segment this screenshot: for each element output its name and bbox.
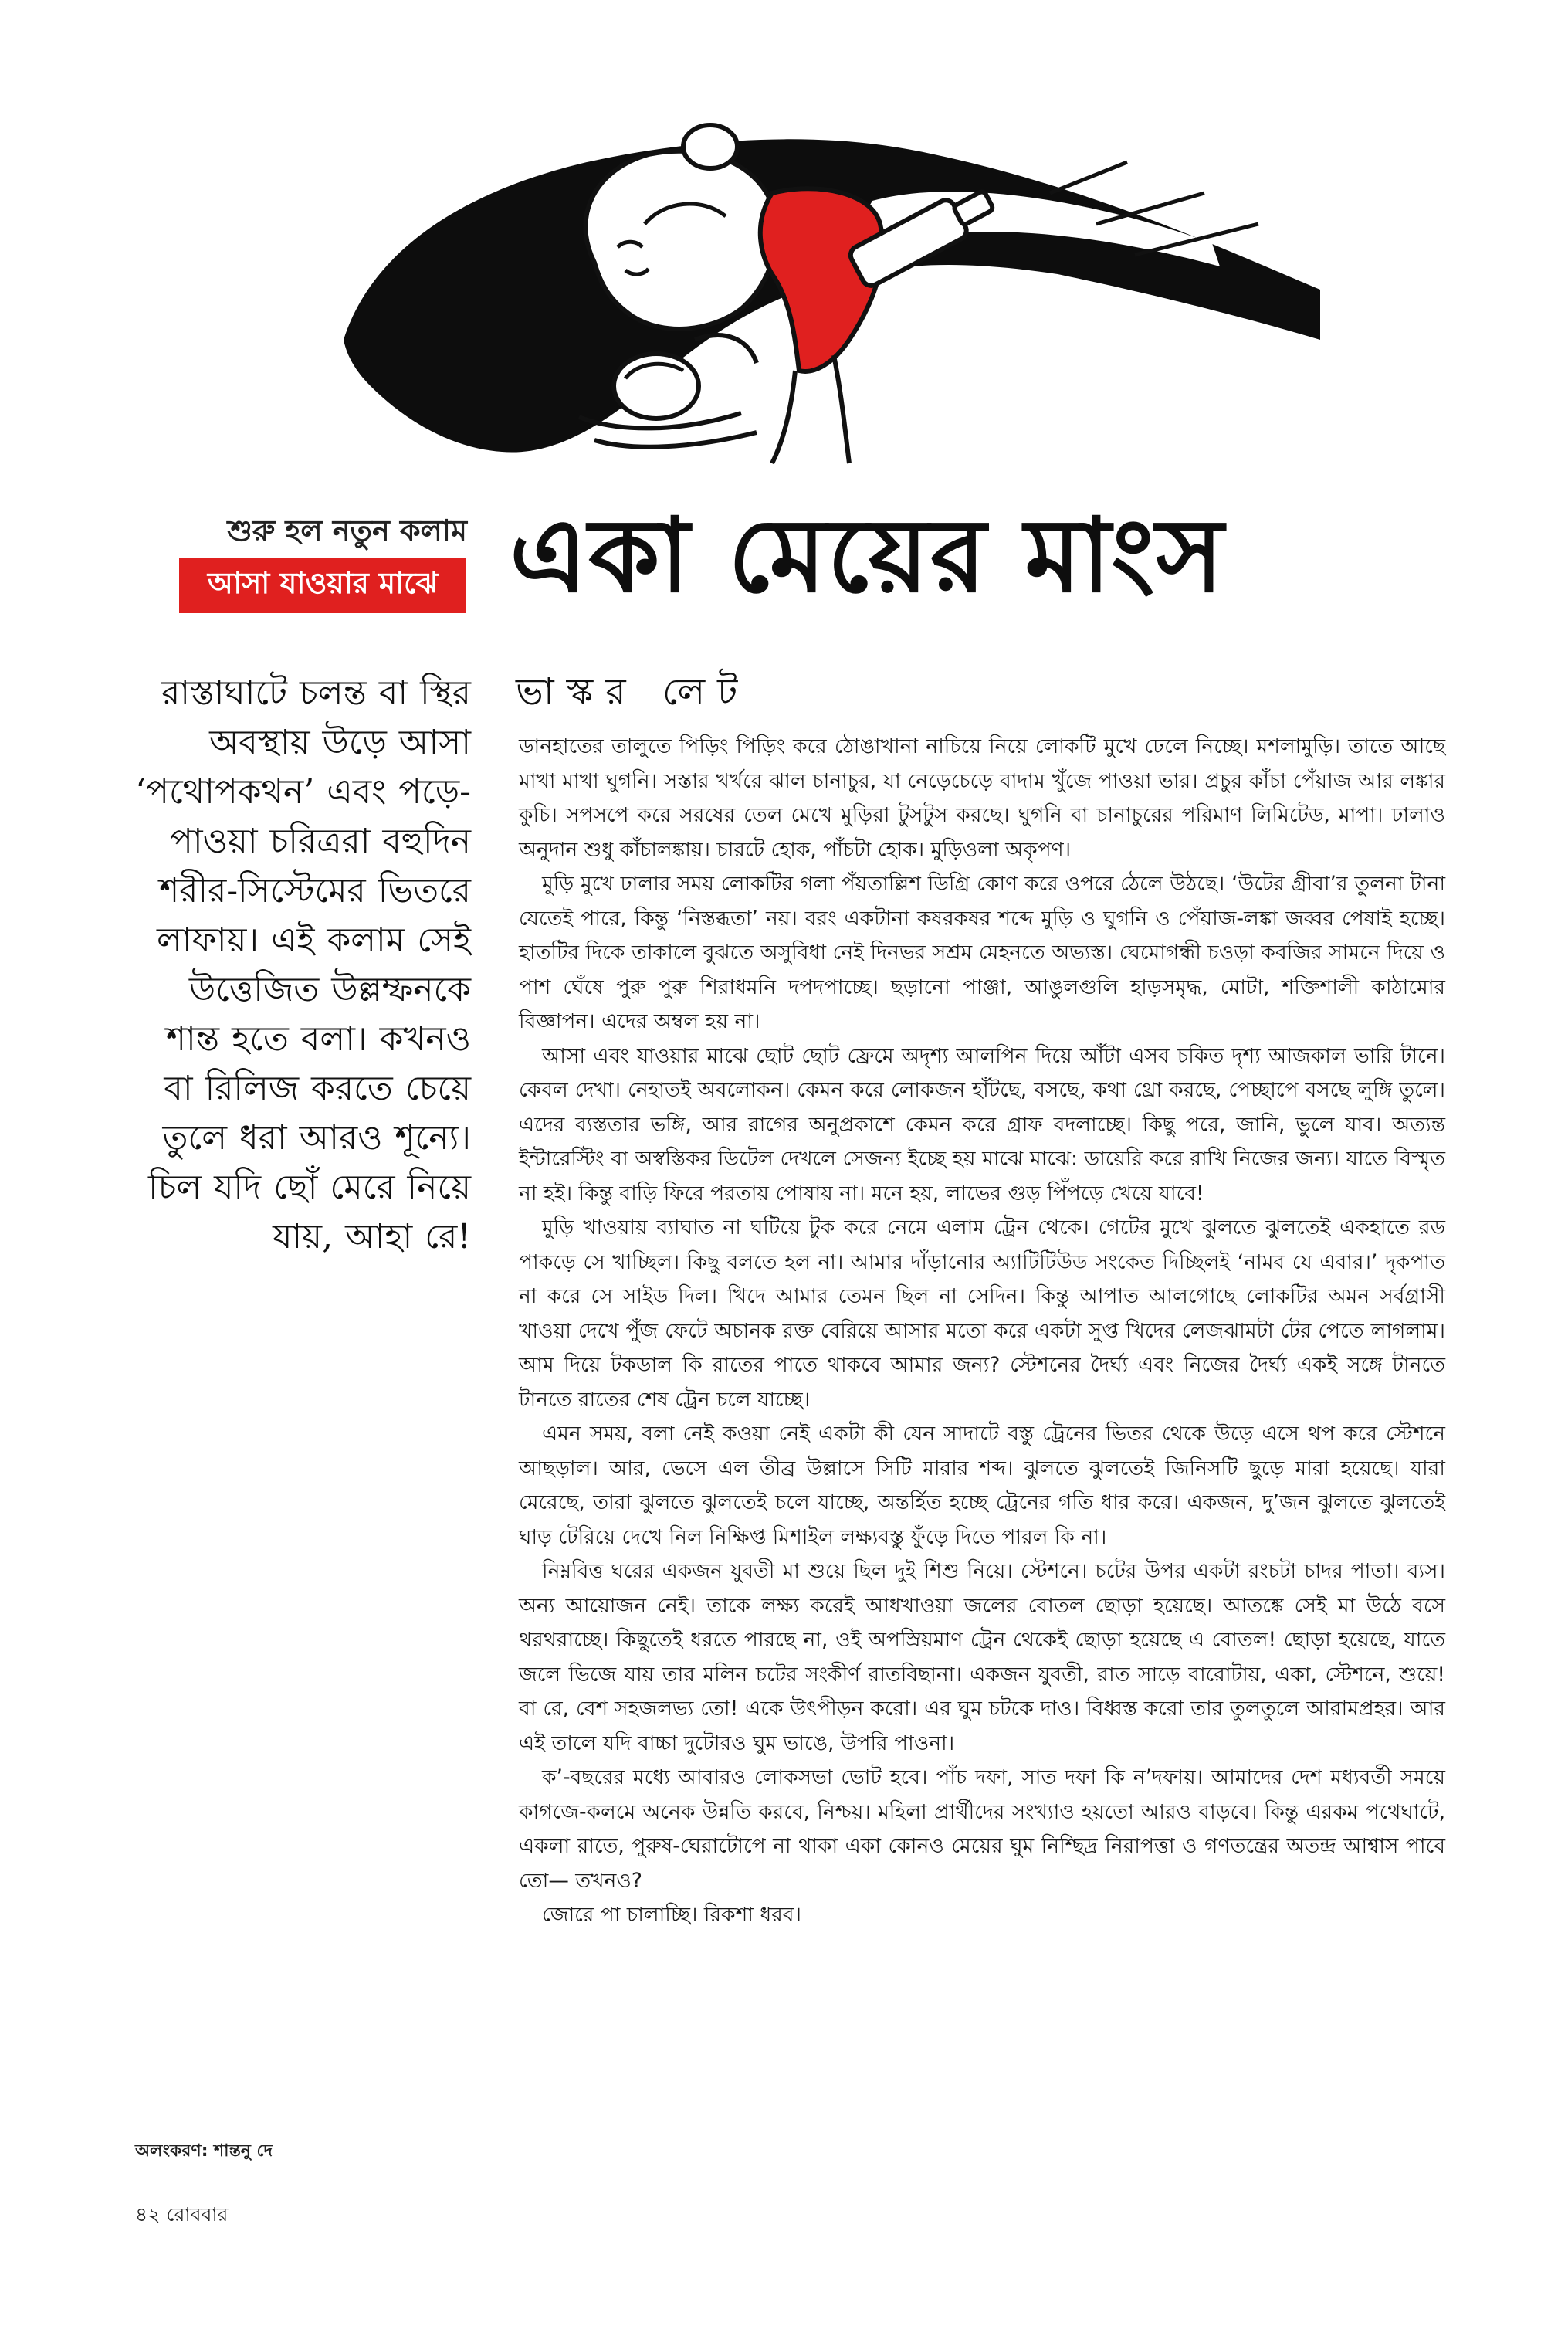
illustration-credit: অলংকরণ: শান্তনু দে: [135, 2141, 273, 2161]
illustration-woman-head: [585, 151, 776, 329]
article-paragraph: মুড়ি খাওয়ায় ব্যাঘাত না ঘটিয়ে টুক করে নেমে এলাম ট্রেন থেকে। গেটের মুখে ঝুলতে ঝুলতেই একহাতে রড পাকড়ে সে খাচ্ছিল। কিছু বলতে হল না। আমার দাঁড়ানোর অ্যাটিটিউড সংকেত দিচ্ছিলই ‘নামব যে এবার।’ দৃকপাত না করে সে সাইড দিল। খিদে আমার তেমন ছিল না সেদিন। কিন্তু আপাত আলগোছে লোকটির অমন সর্বগ্রাসী খাওয়া দেখে পুঁজ ফেটে অচানক রক্ত বেরিয়ে আসার মতো করে একটা সুপ্ত খিদের লেজঝামটা টের পেতে লাগলাম। আম দিয়ে টকডাল কি রাতের পাতে থাকবে আমার জন্য? স্টেশনের দৈর্ঘ্য এবং নিজের দৈর্ঘ্য একই সঙ্গে টানতে টানতে রাতের শেষ ট্রেন চলে যাচ্ছে।: [519, 1216, 1445, 1412]
author-byline: ভাস্কর লেট: [516, 670, 750, 714]
article-paragraph: ডানহাতের তালুতে পিড়িং পিড়িং করে ঠোঙাখানা নাচিয়ে নিয়ে লোকটি মুখে ঢেলে নিচ্ছে। মশলামুড়ি। তাতে আছে মাখা মাখা ঘুগনি। সস্তার খর্খরে ঝাল চানাচুর, যা নেড়েচেড়ে বাদাম খুঁজে পাওয়া ভার। প্রচুর কাঁচা পেঁয়াজ আর লঙ্কার কুচি। সপসপে করে সরষের তেল মেখে মুড়িরা টুসটুস করছে। ঘুগনি বা চানাচুরের পরিমাণ লিমিটেড, মাপা। ঢালাও অনুদান শুধু কাঁচালঙ্কায়। চারটে হোক, পাঁচটা হোক। মুড়িওলা অকৃপণ।: [519, 734, 1445, 862]
article-paragraph: মুড়ি মুখে ঢালার সময় লোকটির গলা পঁয়তাল্লিশ ডিগ্রি কোণ করে ওপরে ঠেলে উঠছে। ‘উটের গ্রীবা’র তুলনা টানা যেতেই পারে, কিন্তু ‘নিস্তব্ধতা’ নয়। বরং একটানা কষরকষর শব্দে মুড়ি ও ঘুগনি ও পেঁয়াজ-লঙ্কা জব্বর পেষাই হচ্ছে। হাতটির দিকে তাকালে বুঝতে অসুবিধা নেই দিনভর সশ্রম মেহনতে অভ্যস্ত। ঘেমোগন্ধী চওড়া কবজির সামনে দিয়ে ও পাশ ঘেঁষে পুরু পুরু শিরাধমনি দপদপাচ্ছে। ছড়ানো পাঞ্জা, আঙুলগুলি হাড়সমৃদ্ধ, মোটা, শক্তিশালী কাঠামোর বিজ্ঞাপন। এদের অম্বল হয় না।: [519, 872, 1445, 1033]
article-paragraph: এমন সময়, বলা নেই কওয়া নেই একটা কী যেন সাদাটে বস্তু ট্রেনের ভিতর থেকে উড়ে এসে থপ করে স্টেশনে আছড়াল। আর, ভেসে এল তীব্র উল্লাসে সিটি মারার শব্দ। ঝুলতে ঝুলতেই জিনিসটি ছুড়ে মারা হয়েছে। যারা মেরেছে, তারা ঝুলতে ঝুলতেই চলে যাচ্ছে, অন্তর্হিত হচ্ছে ট্রেনের গতি ধার করে। একজন, দু’জন ঝুলতে ঝুলতেই ঘাড় টেরিয়ে দেখে নিল নিক্ষিপ্ত মিশাইল লক্ষ্যবস্তু ফুঁড়ে দিতে পারল কি না।: [519, 1422, 1445, 1549]
article-paragraph: জোরে পা চালাচ্ছি। রিকশা ধরব।: [542, 1903, 802, 1927]
column-name-badge: আসা যাওয়ার মাঝে: [179, 558, 466, 613]
article-paragraph: ক’-বছরের মধ্যে আবারও লোকসভা ভোট হবে। পাঁচ দফা, সাত দফা কি ন’দফায়। আমাদের দেশ মধ্যবর্তী সময়ে কাগজে-কলমে অনেক উন্নতি করবে, নিশ্চয়। মহিলা প্রার্থীদের সংখ্যাও হয়তো আরও বাড়বে। কিন্তু এরকম পথেঘাটে, একলা রাতে, পুরুষ-ঘেরাটোপে না থাকা একা কোনও মেয়ের ঘুম নিশ্ছিদ্র নিরাপত্তা ও গণতন্ত্রের অতন্দ্র আশ্বাস পাবে তো— তখনও?: [519, 1765, 1445, 1893]
series-label: শুরু হল নতুন কলাম: [227, 514, 467, 548]
article-paragraph: নিম্নবিত্ত ঘরের একজন যুবতী মা শুয়ে ছিল দুই শিশু নিয়ে। স্টেশনে। চটের উপর একটা রংচটা চাদর পাতা। ব্যস। অন্য আয়োজন নেই। তাকে লক্ষ্য করেই আধখাওয়া জলের বোতল ছোড়া হয়েছে। আতঙ্কে সেই মা উঠে বসে থরথরাচ্ছে। কিছুতেই ধরতে পারছে না, ওই অপস্রিয়মাণ ট্রেন থেকেই ছোড়া হয়েছে এ বোতল! ছোড়া হয়েছে, যাতে জলে ভিজে যায় তার মলিন চটের সংকীর্ণ রাতবিছানা। একজন যুবতী, রাত সাড়ে বারোটায়, একা, স্টেশনে, শুয়ে! বা রে, বেশ সহজলভ্য তো! একে উৎপীড়ন করো। এর ঘুম চটকে দাও। বিধ্বস্ত করো তার তুলতুলে আরামপ্রহর। আর এই তালে যদি বাচ্চা দুটোরও ঘুম ভাঙে, উপরি পাওনা।: [519, 1559, 1445, 1755]
illustration-hair-bun: [683, 125, 737, 168]
intro-blurb: রাস্তাঘাটে চলন্ত বা স্থির অবস্থায় উড়ে আসা ‘পথোপকথন’ এবং পড়ে-পাওয়া চরিত্ররা বহুদিন শরীর-সিস্টেমের ভিতরে লাফায়। এই কলাম সেই উত্তেজিত উল্লম্ফনকে শান্ত হতে বলা। কখনও বা রিলিজ করতে চেয়ে তুলে ধরা আরও শূন্যে। চিল যদি ছোঁ মেরে নিয়ে যায়, আহা রে!: [135, 673, 471, 1256]
article-body: [519, 730, 1445, 1933]
article-paragraph: আসা এবং যাওয়ার মাঝে ছোট ছোট ফ্রেমে অদৃশ্য আলপিন দিয়ে আঁটা এসব চকিত দৃশ্য আজকাল ভারি টানে। কেবল দেখা। নেহাতই অবলোকন। কেমন করে লোকজন হাঁটছে, বসছে, কথা থ্রো করছে, পেচ্ছাপে বসছে লুঙ্গি তুলে। এদের ব্যস্ততার ভঙ্গি, আর রাগের অনুপ্রকাশে কেমন করে গ্রাফ বদলাচ্ছে। কিছু পরে, জানি, ভুলে যাব। অত্যন্ত ইন্টারেস্টিং বা অস্বস্তিকর ডিটেল দেখলে সেজন্য ইচ্ছে হয় মাঝে মাঝে: ডায়েরি করে রাখি নিজের জন্য। যাতে বিস্মৃত না হই। কিন্তু বাড়ি ফিরে পরতায় পোষায় না। মনে হয়, লাভের গুড় পিঁপড়ে খেয়ে যাবে!: [519, 1043, 1445, 1205]
page-folio: ৪২ রোববার: [135, 2203, 229, 2226]
illustration: [340, 108, 1328, 471]
headline: একা মেয়ের মাংস: [510, 496, 1225, 615]
